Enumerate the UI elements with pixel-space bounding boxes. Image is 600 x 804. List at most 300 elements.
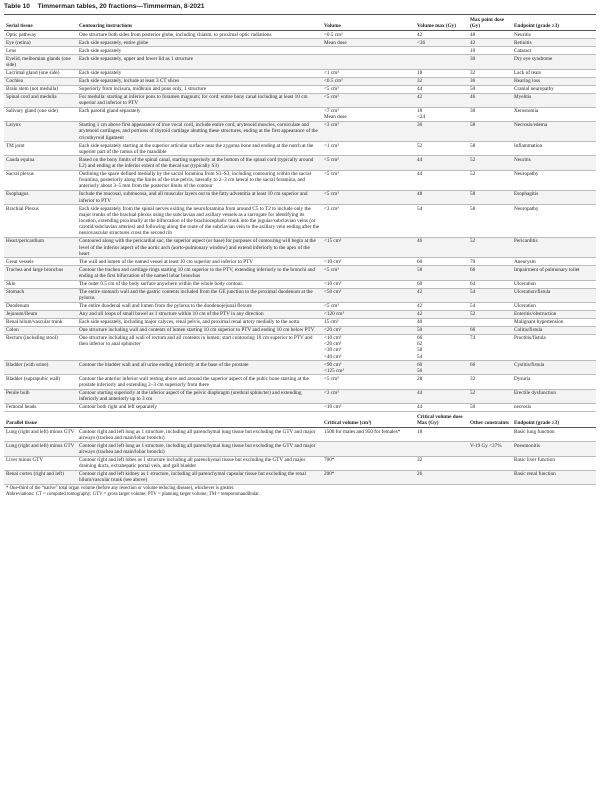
tissue-cell: Heart/pericardium — [4, 238, 77, 258]
volume-cell-line: <0.5 cm³ — [324, 77, 343, 84]
volume-max-cell-line: 18 — [417, 69, 423, 76]
volume-cell-line: <5 cm³ — [324, 93, 339, 100]
volume-max-cell — [415, 121, 468, 141]
volume-max-cell-line: 44 — [417, 171, 423, 178]
tissue-cell: Sacral plexus — [4, 170, 77, 190]
table-row — [4, 334, 596, 361]
volume-cell — [322, 318, 415, 326]
header-volume: Volume — [322, 15, 415, 31]
max-point-cell: 30 — [468, 55, 512, 69]
table-row — [4, 442, 596, 456]
parallel-endpoint-cell: Pneumonitis — [512, 442, 596, 456]
tissue-cell: Bladder (suprapubic wall) — [4, 375, 77, 389]
critical-volume-cell — [322, 442, 415, 456]
endpoint-cell: Proctitis/fistula — [512, 334, 596, 361]
max-point-cell: 58 — [468, 191, 512, 205]
endpoint-cell: Inflammation — [512, 142, 596, 156]
volume-max-cell-line: 36 — [417, 122, 423, 129]
endpoint-cell: Neuritis — [512, 31, 596, 39]
max-point-cell: 70 — [468, 258, 512, 266]
volume-max-cell — [415, 318, 468, 326]
tissue-cell: Stomach — [4, 288, 77, 302]
volume-max-cell-line: 50 — [417, 327, 423, 334]
volume-cell — [322, 266, 415, 280]
endpoint-cell: necrosis — [512, 403, 596, 411]
contouring-cell: Each side separately — [77, 69, 322, 77]
endpoint-cell: Colitis/fistula — [512, 326, 596, 334]
max-point-cell: 52 — [468, 310, 512, 318]
volume-max-cell-line: 54 — [417, 205, 423, 212]
contouring-cell: Superiorly from incisura, midbrain and pons only, 1 structure — [77, 85, 322, 93]
volume-cell-line: <125 cm³ — [324, 367, 344, 374]
contouring-cell: Contour the bladder wall and all urine ending inferiorly at the base of the prostate — [77, 361, 322, 375]
table-row — [4, 470, 596, 484]
volume-max-cell-line: 44 — [417, 404, 423, 411]
max-point-cell: 32 — [468, 375, 512, 389]
volume-max-cell-line: 54 — [417, 353, 423, 360]
table-row — [4, 326, 596, 334]
endpoint-cell: Neuritis — [512, 156, 596, 170]
volume-max-cell — [415, 142, 468, 156]
volume-cell — [322, 361, 415, 375]
table-row — [4, 142, 596, 156]
table-row — [4, 170, 596, 190]
tissue-cell: Optic pathway — [4, 31, 77, 39]
volume-max-cell — [415, 191, 468, 205]
contouring-cell: Each side separately from the spinal nerves exiting the neuroforamina from around C5 to T2 to include only the major trunks of the brachial plexus using the subclavian and axillary vessels as a surrogate for identifying its location, extending proximally at the bifurcation of the brachiocephalic trunk into the jugular/subclavian veins (or carotid/subclavian arteries) and following along the route of the subclavian vein to the axillary vein ending after the neurovascular structures cross the second rib — [77, 205, 322, 238]
tissue-cell: Esophagus — [4, 191, 77, 205]
volume-max-cell-line: 60 — [417, 258, 423, 265]
volume-max-cell-line: 44 — [417, 390, 423, 397]
volume-cell-line: <3 cm³ — [324, 205, 339, 212]
endpoint-cell: Neuropathy — [512, 170, 596, 190]
constraints-table — [4, 14, 596, 498]
footnote-row — [4, 484, 596, 497]
volume-max-cell — [415, 156, 468, 170]
table-row — [4, 93, 596, 107]
other-constraints-cell — [468, 456, 512, 470]
endpoint-cell: Lack of tears — [512, 69, 596, 77]
volume-max-cell — [415, 77, 468, 85]
serial-header-row — [4, 15, 596, 31]
volume-cell-line: <30 cm³ — [324, 347, 342, 354]
endpoint-cell: Impairment of pulmonary toilet — [512, 266, 596, 280]
parallel-contouring-cell: Contour right and left lung as 1 structure, including all parenchymal lung tissue but excluding the GTV and major airways (trachea and main/lobar bronchi) — [77, 442, 322, 456]
tissue-cell: Brachial Plexus — [4, 205, 77, 238]
parallel-tissue-cell: Liver minus GTV — [4, 456, 77, 470]
endpoint-cell: Enteritis/obstruction — [512, 310, 596, 318]
volume-max-cell-line: 42 — [417, 303, 423, 310]
max-point-cell: 54 — [468, 288, 512, 302]
volume-cell — [322, 389, 415, 403]
other-constraints-cell — [468, 428, 512, 442]
volume-max-cell — [415, 55, 468, 69]
contouring-cell: For medulla: starting at inferior pons to foramen magnum; for cord: entire bony canal including at least 10 cm superior and inferior to PTV — [77, 93, 322, 107]
tissue-cell: Trachea and large bronchus — [4, 266, 77, 280]
table-row — [4, 403, 596, 411]
table-row — [4, 310, 596, 318]
volume-max-cell-line: 42 — [417, 31, 423, 38]
tissue-cell: Femoral heads — [4, 403, 77, 411]
contouring-cell: One structure including all wall of rectum and all contents in lumen; start contouring 10 cm superior to PTV and then inferior to anal sphincter — [77, 334, 322, 361]
table-row — [4, 69, 596, 77]
volume-cell-line: <3 cm³ — [324, 122, 339, 129]
contouring-cell: Contour starting superiorly at the inferior aspect of the pelvic diaphragm (urethral sphincter) and extending inferiorly and anteriorly up to 3 cm — [77, 389, 322, 403]
contouring-cell: The outer 0.5 cm of the body surface anywhere within the whole body contour. — [77, 280, 322, 288]
tissue-cell: TM joint — [4, 142, 77, 156]
volume-cell-line: <5 cm³ — [324, 191, 339, 198]
parallel-tissue-cell: Lung (right and left) minus GTV — [4, 428, 77, 442]
endpoint-cell: Ulceration — [512, 302, 596, 310]
volume-cell-line: <0.5 cm³ — [324, 31, 343, 38]
table-row — [4, 258, 596, 266]
table-row — [4, 121, 596, 141]
tissue-cell: Cauda equina — [4, 156, 77, 170]
table-row — [4, 266, 596, 280]
tissue-cell: Lacrimal gland (one side) — [4, 69, 77, 77]
volume-max-cell — [415, 334, 468, 361]
volume-cell — [322, 39, 415, 47]
volume-cell-line: <5 cm³ — [324, 171, 339, 178]
contouring-cell: Each side separately — [77, 47, 322, 55]
critical-volume-cell: 200* — [322, 470, 415, 484]
volume-cell — [322, 142, 415, 156]
volume-max-cell-line: 52 — [417, 142, 423, 149]
table-row — [4, 375, 596, 389]
endpoint-cell: Pericarditis — [512, 238, 596, 258]
volume-cell-line: <50 cm³ — [324, 288, 342, 295]
parallel-contouring-cell: Contour right and left lung as 1 structure, including all parenchymal lung tissue but excluding the GTV and major airways (trachea and main/lobar bronchi) — [77, 428, 322, 442]
header-other-constraints: Other constraints — [468, 411, 512, 427]
volume-max-cell — [415, 389, 468, 403]
volume-max-cell — [415, 361, 468, 375]
max-point-cell: 66 — [468, 326, 512, 334]
header-contouring: Contouring instructions — [77, 15, 322, 31]
tissue-cell: Duodenum — [4, 302, 77, 310]
table-row — [4, 318, 596, 326]
endpoint-cell: Ulceration/fistula — [512, 288, 596, 302]
volume-max-cell-line: 42 — [417, 288, 423, 295]
volume-cell — [322, 403, 415, 411]
parallel-body — [4, 411, 596, 484]
volume-cell-line: 15 cm³ — [324, 319, 339, 326]
volume-max-cell — [415, 375, 468, 389]
volume-cell-line: <40 cm³ — [324, 353, 342, 360]
contouring-cell: Each side separately starting at the superior articular surface near the zygoma bone and ending at the notch at the superior part of the ramus of the mandible — [77, 142, 322, 156]
volume-cell — [322, 121, 415, 141]
other-constraints-cell — [468, 470, 512, 484]
tissue-cell: Larynx — [4, 121, 77, 141]
endpoint-cell: Dry eye syndrome — [512, 55, 596, 69]
table-label: Table 10 — [4, 3, 30, 10]
volume-max-cell-line: 56 — [417, 367, 423, 374]
tissue-cell: Salivary gland (one side) — [4, 107, 77, 121]
tissue-cell: Lens — [4, 47, 77, 55]
contouring-cell: Each side separately, include at least 3 CT slices — [77, 77, 322, 85]
footnotes — [4, 484, 596, 497]
volume-cell-line: <1 cm³ — [324, 69, 339, 76]
contouring-cell: One structure including wall and contents of lumen starting 10 cm superior to PTV and ending 10 cm below PTV — [77, 326, 322, 334]
header-volume-max: Volume max (Gy) — [415, 15, 468, 31]
volume-cell-line: <1 cm³ — [324, 142, 339, 149]
volume-max-cell-line: 40 — [417, 319, 423, 326]
max-point-cell: 10 — [468, 47, 512, 55]
contouring-cell: One structure both sides from posterior globe, including chiasm, to proximal optic radiations — [77, 31, 322, 39]
parallel-tissue-cell: Lung (right and left) minus GTV — [4, 442, 77, 456]
volume-cell-line: <5 cm³ — [324, 85, 339, 92]
table-row — [4, 47, 596, 55]
volume-cell-line: Mean dose — [324, 39, 347, 46]
contouring-cell: Each side separately, upper and lower lid as 1 structure — [77, 55, 322, 69]
endpoint-cell: Myelitis — [512, 93, 596, 107]
volume-cell — [322, 258, 415, 266]
volume-max-cell — [415, 170, 468, 190]
table-row — [4, 389, 596, 403]
volume-max-cell — [415, 93, 468, 107]
contouring-cell: Based on the bony limits of the spinal canal, starting superiorly at the bottom of the spinal cord (typically around L2) and ending at the inferior extent of the thecal sac (typically S3) — [77, 156, 322, 170]
parallel-endpoint-cell: Basic renal function — [512, 470, 596, 484]
header-endpoint: Endpoint (grade ≥3) — [512, 15, 596, 31]
endpoint-cell: Esophagitis — [512, 191, 596, 205]
max-point-cell: 50 — [468, 403, 512, 411]
volume-max-cell — [415, 326, 468, 334]
header-parallel-tissue: Parallel tissue — [4, 411, 77, 427]
tissue-cell: Eyelid, meibomian glands (one side) — [4, 55, 77, 69]
max-point-cell: 42 — [468, 39, 512, 47]
tissue-cell: Brain stem (not medulla) — [4, 85, 77, 93]
volume-cell — [322, 334, 415, 361]
parallel-endpoint-cell: Basic liver function — [512, 456, 596, 470]
volume-max-cell-line: 44 — [417, 156, 423, 163]
volume-cell — [322, 191, 415, 205]
tissue-cell: Eye (retina) — [4, 39, 77, 47]
volume-max-cell — [415, 31, 468, 39]
max-point-cell: 66 — [468, 361, 512, 375]
volume-cell — [322, 77, 415, 85]
max-point-cell: 74 — [468, 334, 512, 361]
volume-cell-line: <5 cm³ — [324, 375, 339, 382]
max-point-cell: 52 — [468, 156, 512, 170]
volume-cell — [322, 326, 415, 334]
volume-max-cell — [415, 238, 468, 258]
contouring-cell: Include the mucosal, submucosa, and all muscular layers out to the fatty adventitia at least 10 cm superior and inferior to PTV — [77, 191, 322, 205]
max-point-cell: 32 — [468, 69, 512, 77]
volume-cell-line: <5 cm³ — [324, 156, 339, 163]
volume-max-cell-line: 46 — [417, 238, 423, 245]
table-row — [4, 191, 596, 205]
tissue-cell: Bladder (with urine) — [4, 361, 77, 375]
endpoint-cell: Retinitis — [512, 39, 596, 47]
volume-cell — [322, 31, 415, 39]
max-point-cell: 58 — [468, 205, 512, 238]
volume-max-cell — [415, 205, 468, 238]
volume-cell-line: <20 cm³ — [324, 341, 342, 348]
endpoint-cell: Necrosis/edema — [512, 121, 596, 141]
contouring-cell: Starting 1 cm above first appearance of true vocal cord, include entire cord, arytenoid muscles, corniculate and arytenoid cartilages, and portions of thyroid cartilage abutting these structures, ending at the first appearance of the cricothyroid ligament — [77, 121, 322, 141]
endpoint-cell: Neuropathy — [512, 205, 596, 238]
volume-max-cell — [415, 47, 468, 55]
volume-cell — [322, 85, 415, 93]
max-point-cell: 66 — [468, 266, 512, 280]
volume-cell — [322, 375, 415, 389]
endpoint-cell: Erectile dysfunction — [512, 389, 596, 403]
tissue-cell: Skin — [4, 280, 77, 288]
contouring-cell: The wall and lumen of the named vessel at least 10 cm superior and inferior to PTV — [77, 258, 322, 266]
volume-cell-line: Mean dose — [324, 114, 347, 121]
header-serial-tissue: Serial tissue — [4, 15, 77, 31]
volume-cell-line: <10 cm³ — [324, 404, 342, 411]
table-row — [4, 302, 596, 310]
contouring-cell: Contoured along with the pericardial sac; the superior aspect (or base) for purposes of contouring will begin at the level of the inferior aspect of the aortic arch (aorto-pulmonary window) and extend inferiorly to the apex of the heart — [77, 238, 322, 258]
volume-max-cell — [415, 288, 468, 302]
table-row — [4, 107, 596, 121]
header-critical-dose: Critical volume dose Max (Gy) — [415, 411, 468, 427]
volume-cell — [322, 156, 415, 170]
critical-volume-cell: 1500 for males and 950 for females* — [322, 428, 415, 442]
tissue-cell: Great vessels — [4, 258, 77, 266]
endpoint-cell: Cataract — [512, 47, 596, 55]
max-point-cell: 54 — [468, 302, 512, 310]
volume-cell-line: <20 cm³ — [324, 327, 342, 334]
max-point-cell: 64 — [468, 280, 512, 288]
table-row — [4, 361, 596, 375]
endpoint-cell: Malignant hypertension — [512, 318, 596, 326]
header-max-point: Max point dose (Gy) — [468, 15, 512, 31]
volume-max-cell — [415, 403, 468, 411]
volume-max-cell — [415, 280, 468, 288]
volume-cell-line: <10 cm³ — [324, 335, 342, 342]
volume-max-cell-line: 58 — [417, 266, 423, 273]
volume-max-cell-line: 32 — [417, 77, 423, 84]
tissue-cell: Colon — [4, 326, 77, 334]
contouring-cell: Contour the anterior inferior wall resting above and around the superior aspect of the pubic bone starting at the prostate inferiorly and extending 2–3 cm superiorly from there — [77, 375, 322, 389]
volume-cell — [322, 280, 415, 288]
volume-max-cell-line: 18 — [417, 108, 423, 115]
table-row — [4, 85, 596, 93]
tissue-cell: Renal hilum/vascular trunk — [4, 318, 77, 326]
max-point-cell: 52 — [468, 170, 512, 190]
volume-max-cell — [415, 107, 468, 121]
volume-max-cell-line: <36 — [417, 39, 426, 46]
volume-cell — [322, 310, 415, 318]
table-title: Timmerman tables, 20 fractions—Timmerman, 8-2021 — [37, 3, 205, 10]
volume-cell — [322, 93, 415, 107]
contouring-cell: Each parotid gland separately — [77, 107, 322, 121]
volume-max-cell-line: 62 — [417, 341, 423, 348]
volume-cell-line: <10 cm³ — [324, 258, 342, 265]
volume-cell — [322, 288, 415, 302]
volume-max-cell — [415, 266, 468, 280]
volume-max-cell — [415, 85, 468, 93]
max-point-cell: 58 — [468, 121, 512, 141]
volume-max-cell — [415, 302, 468, 310]
max-point-cell: 52 — [468, 238, 512, 258]
endpoint-cell: Dysuria — [512, 375, 596, 389]
volume-cell — [322, 47, 415, 55]
max-point-cell: 50 — [468, 85, 512, 93]
parallel-contouring-cell: Contour right and left lobes as 1 structure including all parenchymal tissue but excluding the GTV and major draining ducts, extrahepatic portal vein, and gall bladder — [77, 456, 322, 470]
endpoint-cell: Hearing loss — [512, 77, 596, 85]
header-parallel-blank — [77, 411, 322, 427]
parallel-endpoint-cell: Basic lung function — [512, 428, 596, 442]
volume-cell-line: <5 cm³ — [324, 266, 339, 273]
table-row — [4, 288, 596, 302]
table-row — [4, 456, 596, 470]
critical-volume-cell: 700* — [322, 456, 415, 470]
critical-dose-cell: 18 — [415, 428, 468, 442]
volume-max-cell-line: 42 — [417, 93, 423, 100]
contouring-cell: Contour the trachea and cartilage rings starting 10 cm superior to the PTV, extending inferiorly to the bronchi and ending at the first bifurcation of the named lobar bronchus — [77, 266, 322, 280]
footnote-1: * One-third of the “native” total organ volume (before any resection or volume reducing disease), whichever is greater. — [6, 485, 235, 491]
table-row — [4, 280, 596, 288]
volume-max-cell — [415, 69, 468, 77]
parallel-header-row — [4, 411, 596, 427]
contouring-cell: Outlining the space defined medially by the sacral foramina from S1–S3, including contouring within the sacral foramina, posteriorly along the limits of the true pelvis, laterally to 2–3 cm lateral to the sacral foramina, and anteriorly about 3–5 mm from the posterior limits of the contour — [77, 170, 322, 190]
tissue-cell: Cochlea — [4, 77, 77, 85]
volume-cell-line: <90 cm³ — [324, 361, 342, 368]
volume-max-cell-line: 66 — [417, 335, 423, 342]
max-point-cell: 58 — [468, 142, 512, 156]
tissue-cell: Spinal cord and medulla — [4, 93, 77, 107]
table-row — [4, 156, 596, 170]
volume-cell — [322, 107, 415, 121]
max-point-cell: 46 — [468, 93, 512, 107]
tissue-cell: Rectum (including stool) — [4, 334, 77, 361]
critical-dose-cell: 26 — [415, 470, 468, 484]
table-row — [4, 238, 596, 258]
volume-max-cell-line: 42 — [417, 311, 423, 318]
volume-cell — [322, 302, 415, 310]
critical-dose-cell — [415, 442, 468, 456]
volume-max-cell-line: <24 — [417, 114, 426, 121]
volume-cell — [322, 205, 415, 238]
contouring-cell: The entire duodenal wall and lumen from the pylorus to the duodenojejunal flexure — [77, 302, 322, 310]
table-caption — [0, 0, 600, 14]
contouring-cell: Each side separately, including major calyces, renal pelvis, and proximal renal artery medially to the aorta — [77, 318, 322, 326]
volume-cell — [322, 69, 415, 77]
volume-max-cell-line: 60 — [417, 361, 423, 368]
contouring-cell: Any and all loops of small bowel as 1 structure within 10 cm of the PTV in any direction — [77, 310, 322, 318]
volume-cell — [322, 238, 415, 258]
volume-max-cell-line: 58 — [417, 347, 423, 354]
volume-max-cell — [415, 39, 468, 47]
tissue-cell: Jejunum/Ileum — [4, 310, 77, 318]
critical-dose-cell: 32 — [415, 456, 468, 470]
volume-max-cell-line: 60 — [417, 280, 423, 287]
endpoint-cell: Xerostomia — [512, 107, 596, 121]
volume-max-cell — [415, 258, 468, 266]
volume-max-cell-line: 44 — [417, 85, 423, 92]
volume-cell-line: <3 cm³ — [324, 390, 339, 397]
max-point-cell: 52 — [468, 389, 512, 403]
volume-max-cell-line: 48 — [417, 191, 423, 198]
table-row — [4, 55, 596, 69]
volume-max-cell-line: 28 — [417, 375, 423, 382]
volume-cell-line: <7 cm³ — [324, 108, 339, 115]
max-point-cell: 30 — [468, 107, 512, 121]
table-row — [4, 428, 596, 442]
contouring-cell: Contour both right and left separately — [77, 403, 322, 411]
endpoint-cell: Ulceration — [512, 280, 596, 288]
contouring-cell: The entire stomach wall and the gastric contents included from the GE junction to the proximal duodenum at the pylorus — [77, 288, 322, 302]
volume-cell — [322, 55, 415, 69]
endpoint-cell: Cranial neuropathy — [512, 85, 596, 93]
table-row — [4, 77, 596, 85]
volume-cell-line: <5 cm³ — [324, 303, 339, 310]
max-point-cell — [468, 318, 512, 326]
volume-cell-line: <10 cm³ — [324, 280, 342, 287]
header-critical-volume: Critical volume (cm³) — [322, 411, 415, 427]
